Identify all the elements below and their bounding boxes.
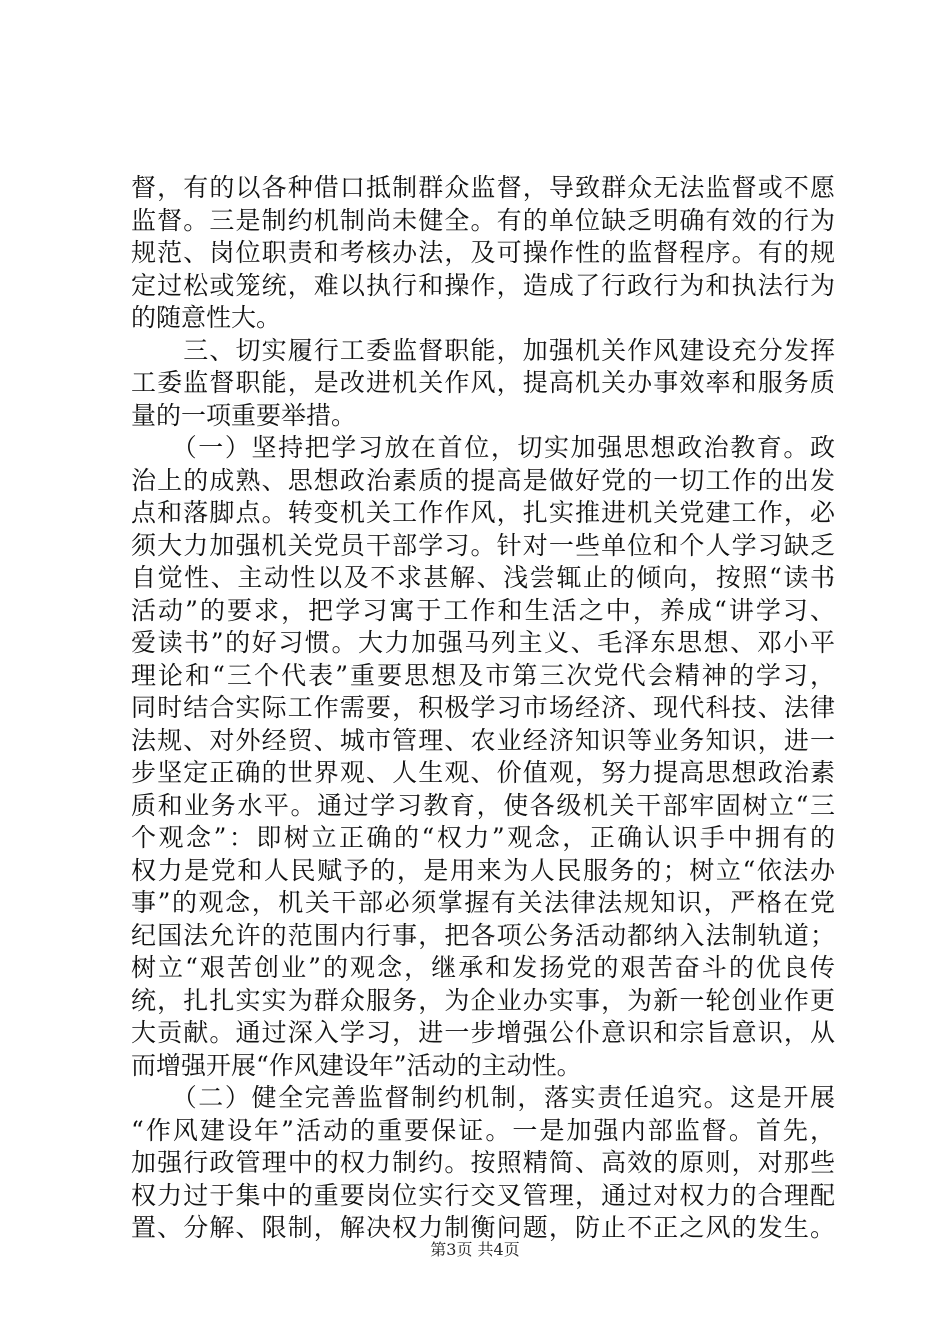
text-line: 质和业务水平。通过学习教育，使各级机关干部牢固树立“三 [131,790,835,820]
text-line: 治上的成熟、思想政治素质的提高是做好党的一切工作的出发 [131,465,835,495]
text-line: 规范、岗位职责和考核办法，及可操作性的监督程序。有的规 [131,238,835,267]
text-line: 纪国法允许的范围内行事，把各项公务活动都纳入法制轨道； [131,920,835,950]
text-line: “作风建设年”活动的重要保证。一是加强内部监督。首先， [131,1115,835,1145]
text-line: 点和落脚点。转变机关工作作风，扎实推进机关党建工作，必 [131,498,835,527]
text-line: 而增强开展“作风建设年”活动的主动性。 [131,1050,582,1080]
text-line: 统，扎扎实实为群众服务，为企业办实事，为新一轮创业作更 [131,985,835,1015]
text-line: 爱读书”的好习惯。大力加强马列主义、毛泽东思想、邓小平 [131,628,835,657]
text-line: 权力是党和人民赋予的，是用来为人民服务的；树立“依法办 [131,855,835,885]
text-line: 定过松或笼统，难以执行和操作，造成了行政行为和执法行为 [131,270,835,300]
body-text [131,172,835,1245]
text-line: 个观念”：即树立正确的“权力”观念，正确认识手中拥有的 [131,823,835,852]
text-line: 置、分解、限制，解决权力制衡问题，防止不正之风的发生。 [131,1213,835,1242]
text-line: （二）健全完善监督制约机制，落实责任追究。这是开展 [131,1083,835,1112]
text-line: 工委监督职能，是改进机关作风，提高机关办事效率和服务质 [131,368,835,397]
page-footer: 第3页 共4页 [430,1240,520,1259]
text-line: 步坚定正确的世界观、人生观、价值观，努力提高思想政治素 [131,758,835,787]
text-line: 事”的观念，机关干部必须掌握有关法律法规知识，严格在党 [131,888,835,917]
text-line: 的随意性大。 [131,303,282,332]
text-line: 法规、对外经贸、城市管理、农业经济知识等业务知识，进一 [131,725,835,755]
text-line: 权力过于集中的重要岗位实行交叉管理，通过对权力的合理配 [131,1180,835,1210]
text-line: 须大力加强机关党员干部学习。针对一些单位和个人学习缺乏 [131,530,835,560]
text-line: （一）坚持把学习放在首位，切实加强思想政治教育。政 [131,433,835,462]
text-line: 活动”的要求，把学习寓于工作和生活之中，养成“讲学习、 [131,595,835,625]
text-line: 理论和“三个代表”重要思想及市第三次党代会精神的学习， [131,660,835,690]
text-line: 督，有的以各种借口抵制群众监督，导致群众无法监督或不愿 [131,173,835,202]
text-line: 加强行政管理中的权力制约。按照精简、高效的原则，对那些 [131,1148,835,1177]
text-line: 大贡献。通过深入学习，进一步增强公仆意识和宗旨意识，从 [131,1018,835,1047]
text-line: 自觉性、主动性以及不求甚解、浅尝辄止的倾向，按照“读书 [131,563,835,592]
text-line: 监督。三是制约机制尚未健全。有的单位缺乏明确有效的行为 [131,205,835,235]
text-line: 三、切实履行工委监督职能，加强机关作风建设充分发挥 [131,335,835,365]
text-line: 量的一项重要举措。 [131,400,357,430]
text-line: 树立“艰苦创业”的观念，继承和发扬党的艰苦奋斗的优良传 [131,953,835,982]
text-line: 同时结合实际工作需要，积极学习市场经济、现代科技、法律 [131,693,835,722]
